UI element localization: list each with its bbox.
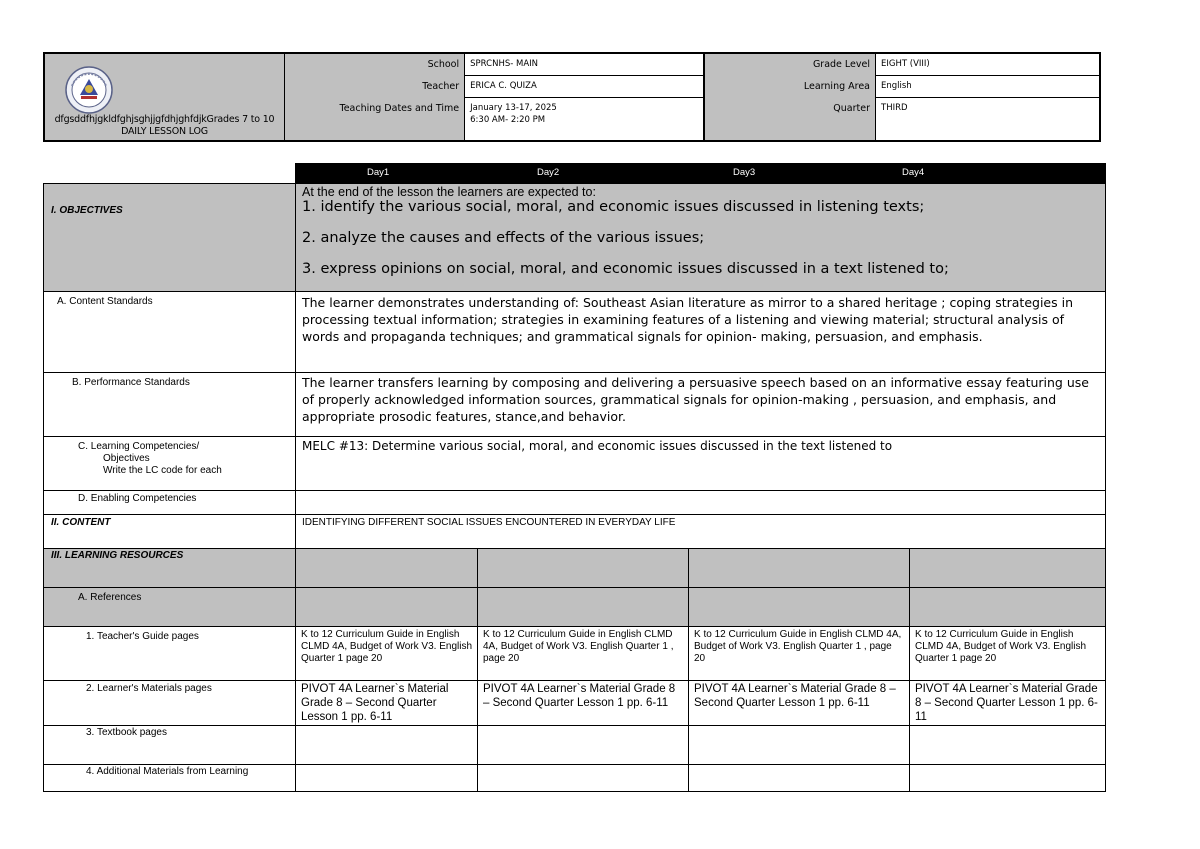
content-label-cell: [43, 515, 295, 549]
resources-day4-cell: [909, 549, 1106, 588]
learners-materials-label-cell: [43, 681, 295, 726]
header-labels-right: [705, 54, 876, 140]
teachers-guide-day4-cell: [909, 627, 1106, 681]
content-label: II. CONTENT: [51, 517, 111, 528]
learners-materials-day3-cell: [688, 681, 909, 726]
textbook-day3-cell: [688, 726, 909, 765]
day2-header: Day2: [537, 167, 560, 178]
resources-label: III. LEARNING RESOURCES: [51, 550, 184, 561]
learners-materials-day2-cell: [477, 681, 688, 726]
teachers-guide-label: 1. Teacher's Guide pages: [86, 631, 199, 642]
lesson-log-title: dfgsddfhjgkldfghjsghjjgfdhjghfdjkGrades 7 to 10 DAILY LESSON LOG: [54, 114, 275, 137]
teacher-label: Teacher: [422, 81, 460, 92]
learners-materials-label: 2. Learner's Materials pages: [86, 683, 212, 694]
references-day4-cell: [909, 588, 1106, 627]
textbook-label: 3. Textbook pages: [86, 727, 167, 738]
additional-materials-label-cell: [43, 765, 295, 792]
teachers-guide-day3: K to 12 Curriculum Guide in English CLMD 4A, Budget of Work V3. English Quarter 1 , page 20: [694, 629, 902, 664]
dates-label: Teaching Dates and Time: [339, 103, 460, 114]
additional-day1-cell: [295, 765, 477, 792]
header-labels-left: [285, 54, 465, 140]
deped-seal-icon: [65, 66, 113, 114]
textbook-label-cell: [43, 726, 295, 765]
resources-day1-cell: [295, 549, 477, 588]
teacher-value: ERICA C. QUIZA: [465, 76, 703, 98]
learners-materials-day1-cell: [295, 681, 477, 726]
references-day1-cell: [295, 588, 477, 627]
day3-header: Day3: [733, 167, 756, 178]
competencies-label-2: Objectives: [103, 453, 150, 464]
learners-materials-day4: PIVOT 4A Learner`s Material Grade 8 – Second Quarter Lesson 1 pp. 6-11: [915, 683, 1098, 723]
objectives-label: I. OBJECTIVES: [51, 205, 123, 216]
teachers-guide-day1-cell: [295, 627, 477, 681]
textbook-day1-cell: [295, 726, 477, 765]
objectives-content-cell: [295, 184, 1106, 292]
additional-materials-label: 4. Additional Materials from Learning: [86, 766, 249, 777]
objectives-row: [43, 183, 1106, 292]
enabling-label: D. Enabling Competencies: [78, 493, 197, 504]
additional-day4-cell: [909, 765, 1106, 792]
dates-line-1: January 13-17, 2025: [470, 103, 557, 113]
learners-materials-day4-cell: [909, 681, 1106, 726]
grade-level-label: Grade Level: [812, 59, 870, 70]
header-group-school: [285, 54, 705, 140]
header-title-cell: [45, 54, 285, 140]
performance-standards-row: [43, 373, 1106, 437]
header-table: [43, 52, 1101, 142]
references-day2-cell: [477, 588, 688, 627]
textbook-row: [43, 726, 1106, 765]
objective-item: 1. identify the various social, moral, and economic issues discussed in listening texts;: [302, 199, 925, 215]
day-header-bar: [295, 163, 1106, 183]
teachers-guide-label-cell: [43, 627, 295, 681]
learning-area-label: Learning Area: [803, 81, 870, 92]
header-group-grade: [705, 54, 1099, 140]
content-standards-cell: [295, 292, 1106, 373]
performance-standards-label: B. Performance Standards: [72, 377, 190, 388]
resources-day3-cell: [688, 549, 909, 588]
learners-materials-day3: PIVOT 4A Learner`s Material Grade 8 – Second Quarter Lesson 1 pp. 6-11: [694, 683, 896, 709]
dates-value: [465, 98, 703, 140]
references-row: [43, 588, 1106, 627]
enabling-row: [43, 491, 1106, 515]
learning-area-value: English: [876, 76, 1099, 98]
additional-day2-cell: [477, 765, 688, 792]
enabling-label-cell: [43, 491, 295, 515]
references-label: A. References: [78, 592, 142, 603]
day-header-row: [43, 163, 1106, 183]
textbook-day4-cell: [909, 726, 1106, 765]
dates-line-2: 6:30 AM- 2:20 PM: [470, 115, 546, 125]
learners-materials-row: [43, 681, 1106, 726]
school-value: SPRCNHS- MAIN: [465, 54, 703, 76]
learners-materials-day2: PIVOT 4A Learner`s Material Grade 8 – Second Quarter Lesson 1 pp. 6-11: [483, 683, 676, 709]
performance-standards-cell: [295, 373, 1106, 437]
header-values-right: [876, 54, 1099, 140]
performance-standards-text: The learner transfers learning by composing and delivering a persuasive speech based on an informative essay featuring use of properly acknowledged information sources, grammatical signals for opinion-making , persuasion, and emphasis, and appropriate prosodic features, stance,and behavior.: [302, 375, 1089, 424]
performance-standards-label-cell: [43, 373, 295, 437]
teachers-guide-row: [43, 627, 1106, 681]
additional-materials-row: [43, 765, 1106, 792]
resources-label-cell: [43, 549, 295, 588]
learners-materials-day1: PIVOT 4A Learner`s Material Grade 8 – Second Quarter Lesson 1 pp. 6-11: [301, 683, 449, 723]
teachers-guide-day1: K to 12 Curriculum Guide in English CLMD 4A, Budget of Work V3. English Quarter 1 page 20: [301, 629, 473, 664]
content-cell: [295, 515, 1106, 549]
content-standards-label-cell: [43, 292, 295, 373]
competencies-label-1: C. Learning Competencies/: [78, 441, 200, 452]
content-standards-text: The learner demonstrates understanding of: Southeast Asian literature as mirror to a shared heritage ; coping strategies in processing textual information; strategies in examining features of a listening and viewing material; structural analysis of words and propaganda techniques; and grammatical signals for opinion- making, persuasion, and emphasis.: [302, 295, 1073, 344]
day1-header: Day1: [367, 167, 390, 178]
objectives-list: [296, 192, 1105, 287]
content-standards-label: A. Content Standards: [57, 296, 153, 307]
day4-header: Day4: [902, 167, 925, 178]
competencies-label-cell: [43, 437, 295, 491]
quarter-label: Quarter: [833, 103, 870, 114]
grade-level-value: EIGHT (VIII): [876, 54, 1099, 76]
objective-item: 2. analyze the causes and effects of the various issues;: [302, 230, 705, 246]
header-values-left: [465, 54, 703, 140]
content-text: IDENTIFYING DIFFERENT SOCIAL ISSUES ENCOUNTERED IN EVERYDAY LIFE: [302, 517, 676, 528]
resources-row: [43, 549, 1106, 588]
references-label-cell: [43, 588, 295, 627]
additional-day3-cell: [688, 765, 909, 792]
enabling-cell: [295, 491, 1106, 515]
teachers-guide-day4: K to 12 Curriculum Guide in English CLMD 4A, Budget of Work V3. English Quarter 1 page 20: [915, 629, 1087, 664]
competencies-label-3: Write the LC code for each: [103, 465, 222, 476]
resources-day2-cell: [477, 549, 688, 588]
quarter-value: THIRD: [881, 103, 908, 113]
content-row: [43, 515, 1106, 549]
teachers-guide-day3-cell: [688, 627, 909, 681]
teachers-guide-day2: K to 12 Curriculum Guide in English CLMD 4A, Budget of Work V3. English Quarter 1 , page 20: [483, 629, 674, 664]
objective-item: 3. express opinions on social, moral, and economic issues discussed in a text listened to;: [302, 261, 949, 277]
textbook-day2-cell: [477, 726, 688, 765]
competencies-text: MELC #13: Determine various social, moral, and economic issues discussed in the text listened to: [302, 439, 893, 453]
objectives-label-cell: [43, 184, 295, 292]
school-label: School: [427, 59, 460, 70]
references-day3-cell: [688, 588, 909, 627]
competencies-cell: [295, 437, 1106, 491]
competencies-row: [43, 437, 1106, 491]
teachers-guide-day2-cell: [477, 627, 688, 681]
objectives-intro: At the end of the lesson the learners are expected to:: [302, 185, 596, 199]
content-standards-row: [43, 292, 1106, 373]
